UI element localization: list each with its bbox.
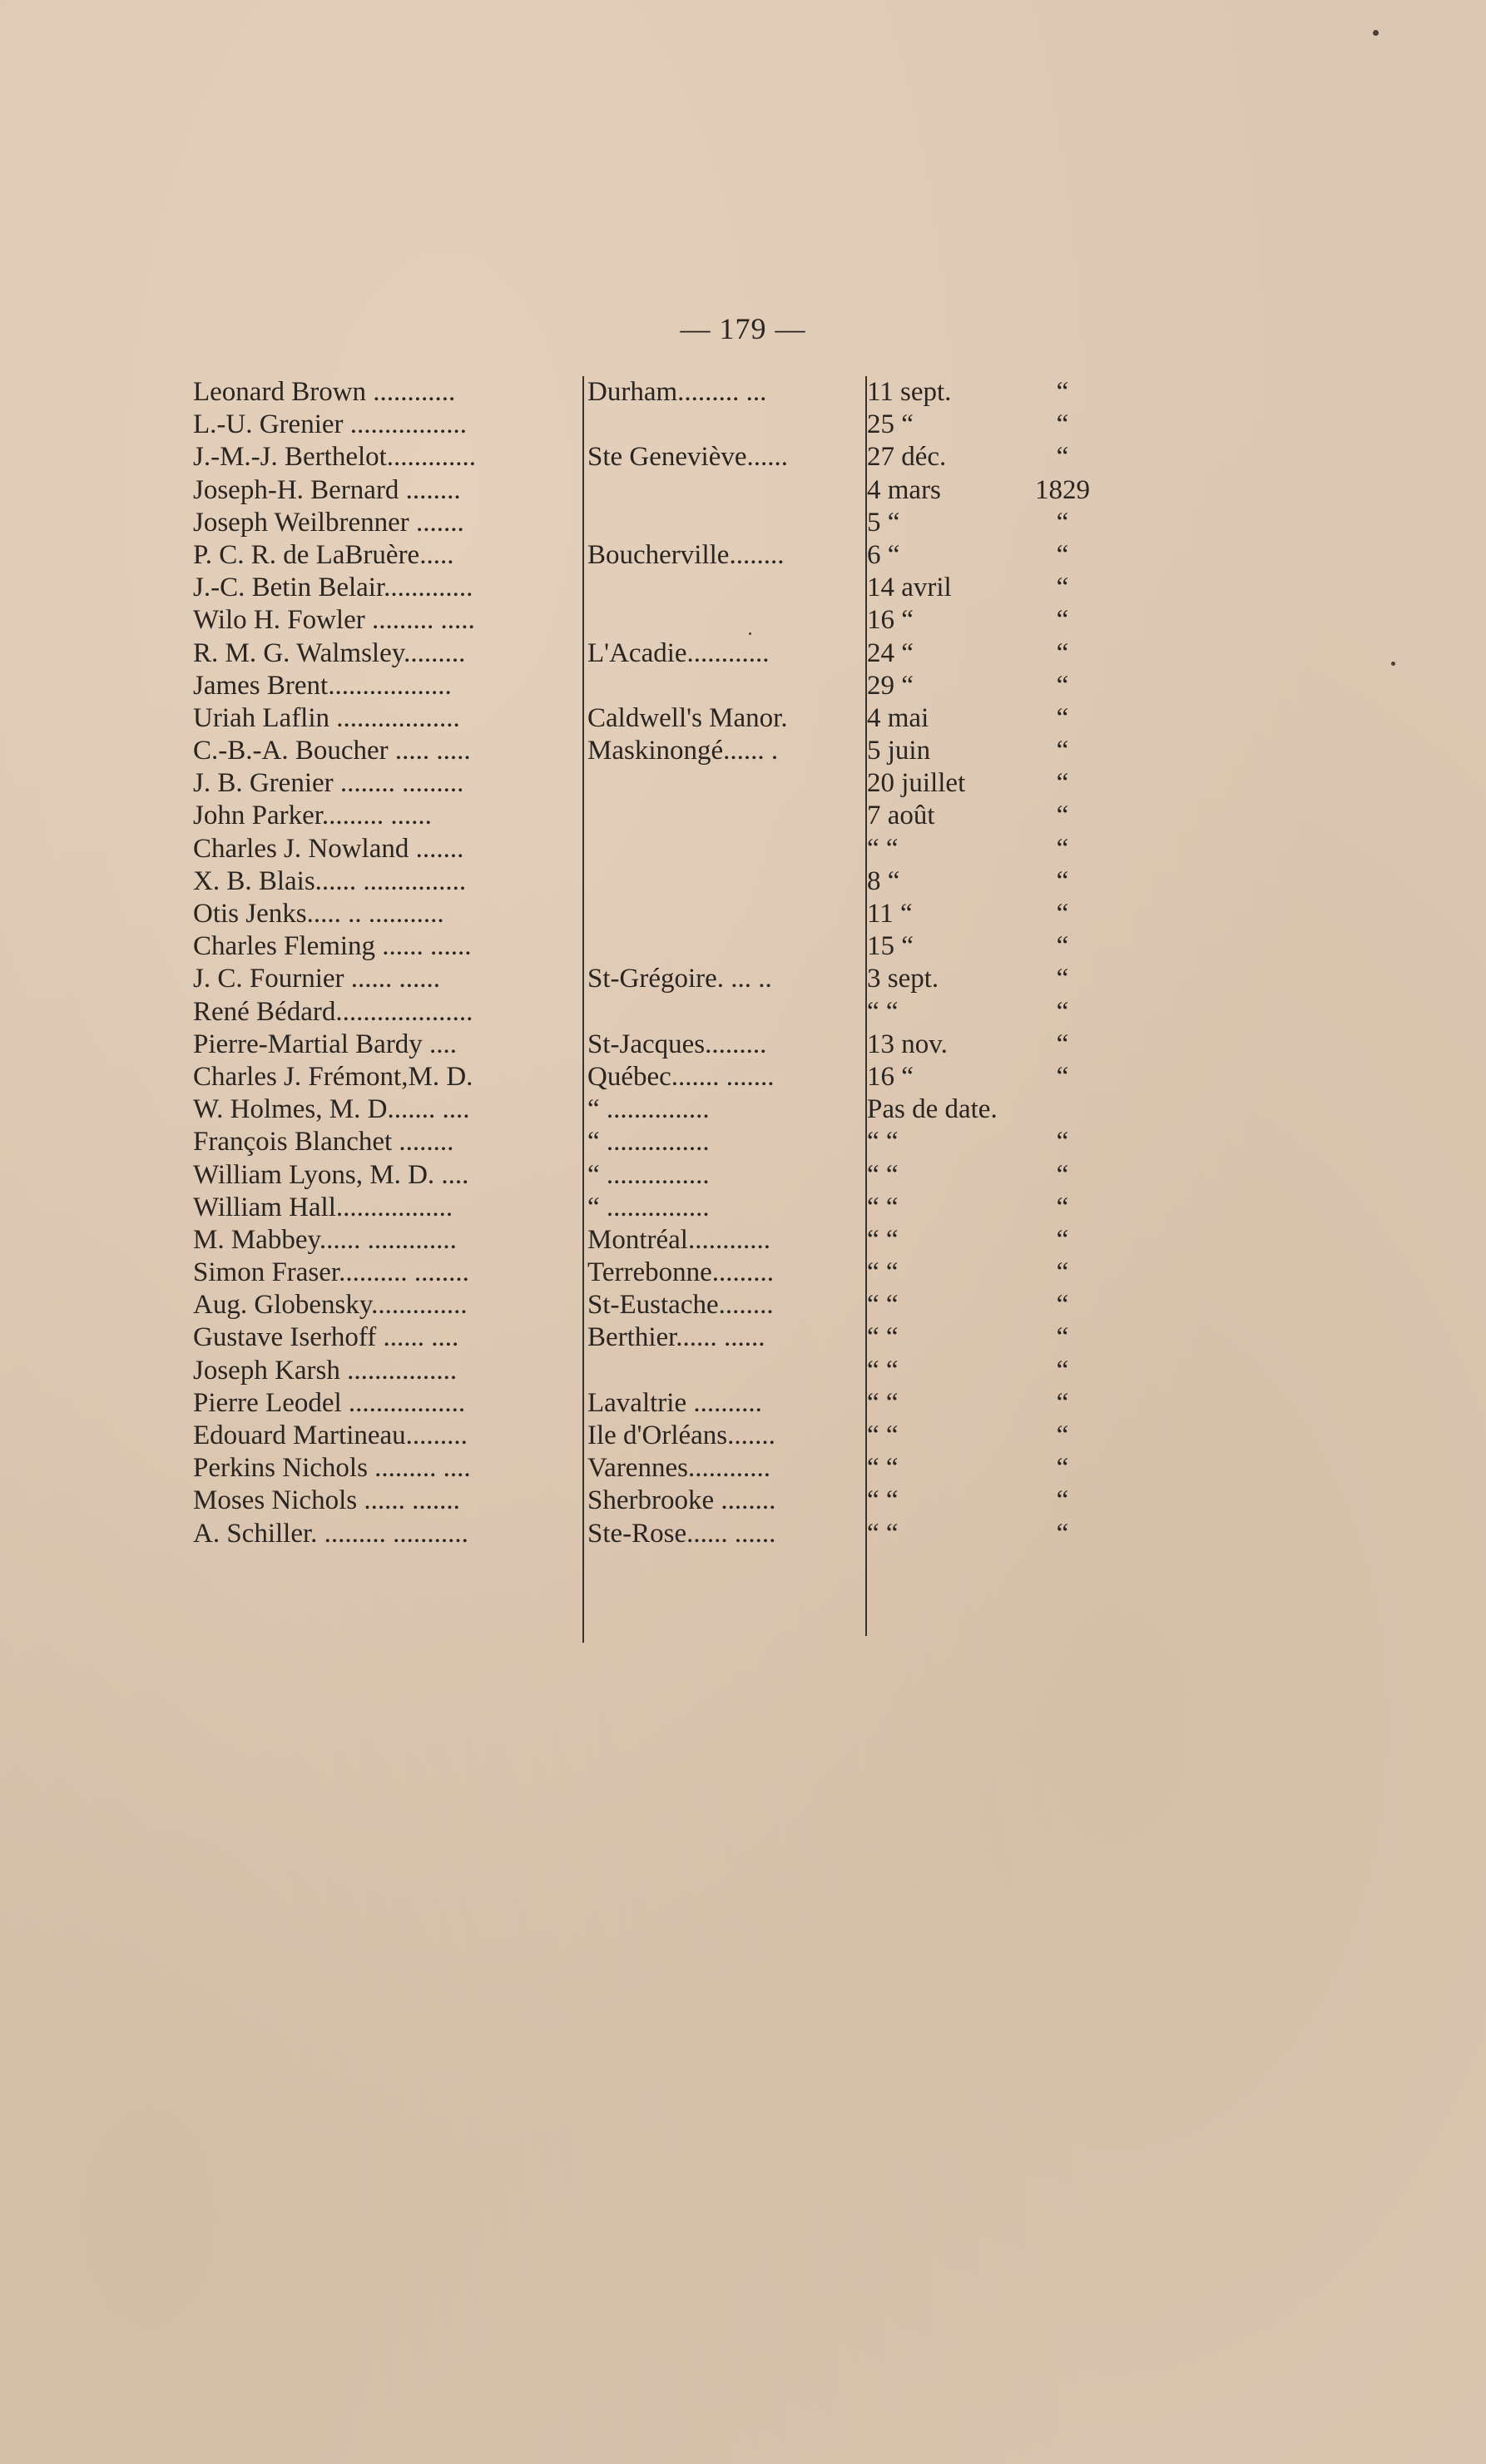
name-cell: J. C. Fournier ...... ...... [193, 964, 440, 994]
table-row [193, 376, 1108, 409]
year-cell: “ [1056, 1518, 1069, 1549]
name-cell: Charles J. Frémont,M. D. [193, 1061, 473, 1092]
date-cell: “ “ [867, 1355, 899, 1386]
table-row [193, 1452, 1108, 1485]
place-cell: St-Grégoire. ... .. [587, 964, 772, 994]
table-row [193, 539, 1108, 572]
paper-speck [749, 632, 751, 635]
place-cell: Varennes............ [587, 1453, 770, 1484]
name-cell: A. Schiller. ......... ........... [193, 1518, 468, 1549]
date-cell: “ “ [867, 1257, 899, 1288]
year-cell: “ [1056, 899, 1069, 929]
name-cell: William Hall................. [193, 1192, 453, 1222]
date-cell: “ “ [867, 1485, 899, 1516]
year-cell: 1829 [1035, 474, 1090, 505]
table-row [193, 702, 1108, 735]
place-cell: Ste-Rose...... ...... [587, 1518, 776, 1549]
table-row [193, 1192, 1108, 1224]
table-row [193, 1159, 1108, 1192]
year-cell: “ [1056, 409, 1069, 440]
date-cell: 4 mai [867, 702, 929, 733]
name-cell: Aug. Globensky.............. [193, 1290, 468, 1321]
name-cell: M. Mabbey...... ............. [193, 1224, 457, 1255]
date-cell: “ “ [867, 1290, 899, 1321]
table-row [193, 441, 1108, 473]
place-cell: Québec....... ....... [587, 1061, 775, 1092]
name-cell: R. M. G. Walmsley......... [193, 637, 466, 668]
year-cell: “ [1056, 539, 1069, 570]
table-row [193, 767, 1108, 800]
table-row [193, 474, 1108, 507]
name-cell: J.-M.-J. Berthelot............. [193, 442, 477, 473]
year-cell: “ [1056, 931, 1069, 962]
table-row [193, 996, 1108, 1029]
table-row [193, 898, 1108, 930]
year-cell: “ [1056, 605, 1069, 636]
table-row [193, 670, 1108, 702]
name-cell: René Bédard.................... [193, 996, 473, 1027]
name-cell: Charles Fleming ...... ...... [193, 931, 472, 962]
table-row [193, 963, 1108, 995]
year-cell: “ [1056, 1485, 1069, 1516]
name-cell: Edouard Martineau......... [193, 1420, 468, 1450]
table-row [193, 604, 1108, 637]
place-cell: Ste Geneviève...... [587, 442, 789, 473]
name-cell: Leonard Brown ............ [193, 377, 456, 407]
name-cell: P. C. R. de LaBruère..... [193, 539, 454, 570]
date-cell: 27 déc. [867, 442, 947, 473]
date-cell: 5 “ [867, 507, 900, 538]
date-cell: 14 avril [867, 573, 952, 603]
date-cell: 11 sept. [867, 377, 952, 407]
name-cell: Pierre Leodel ................. [193, 1387, 466, 1418]
table-row [193, 833, 1108, 865]
table-row [193, 1224, 1108, 1257]
name-cell: J. B. Grenier ........ ......... [193, 768, 464, 799]
date-cell: “ “ [867, 1127, 899, 1158]
place-cell: Durham......... ... [587, 377, 767, 407]
name-cell: Otis Jenks..... .. ........... [193, 899, 444, 929]
table-row [193, 800, 1108, 832]
name-cell: Joseph Weilbrenner ....... [193, 507, 464, 538]
name-cell: Pierre-Martial Bardy .... [193, 1029, 458, 1059]
year-cell: “ [1056, 1061, 1069, 1092]
table-row [193, 735, 1108, 767]
place-cell: Boucherville........ [587, 539, 785, 570]
date-cell: 16 “ [867, 605, 914, 636]
table-row [193, 1289, 1108, 1321]
name-cell: Perkins Nichols ......... .... [193, 1453, 471, 1484]
place-cell: Caldwell's Manor. [587, 702, 788, 733]
name-cell: Moses Nichols ...... ....... [193, 1485, 460, 1516]
date-cell: 5 juin [867, 736, 931, 766]
date-cell: “ “ [867, 1322, 899, 1353]
date-cell: 20 juillet [867, 768, 966, 799]
table-row [193, 1387, 1108, 1420]
table-row [193, 1485, 1108, 1517]
place-cell: “ ............... [587, 1127, 710, 1158]
name-cell: J.-C. Betin Belair............. [193, 573, 473, 603]
name-cell: X. B. Blais...... ............... [193, 865, 467, 896]
place-cell: Sherbrooke ........ [587, 1485, 776, 1516]
date-cell: “ “ [867, 1518, 899, 1549]
place-cell: St-Jacques......... [587, 1029, 767, 1059]
name-cell: C.-B.-A. Boucher ..... ..... [193, 736, 471, 766]
year-cell: “ [1056, 1453, 1069, 1484]
table-row [193, 507, 1108, 539]
year-cell: “ [1056, 996, 1069, 1027]
register-table [193, 376, 1108, 1550]
table-row [193, 1518, 1108, 1550]
table-row [193, 637, 1108, 670]
table-row [193, 1420, 1108, 1452]
year-cell: “ [1056, 1420, 1069, 1450]
date-cell: 25 “ [867, 409, 914, 440]
year-cell: “ [1056, 1387, 1069, 1418]
date-cell: 16 “ [867, 1061, 914, 1092]
date-cell: 3 sept. [867, 964, 939, 994]
place-cell: Berthier...... ...... [587, 1322, 765, 1353]
paper-speck [1373, 30, 1379, 36]
year-cell: “ [1056, 377, 1069, 407]
year-cell: “ [1056, 964, 1069, 994]
date-cell: 11 “ [867, 899, 913, 929]
date-cell: 8 “ [867, 865, 900, 896]
name-cell: Uriah Laflin .................. [193, 702, 460, 733]
place-cell: L'Acadie............ [587, 637, 770, 668]
year-cell: “ [1056, 637, 1069, 668]
table-row [193, 930, 1108, 963]
place-cell: St-Eustache........ [587, 1290, 774, 1321]
year-cell: “ [1056, 1355, 1069, 1386]
table-row [193, 1321, 1108, 1354]
year-cell: “ [1056, 768, 1069, 799]
table-row [193, 409, 1108, 441]
name-cell: Simon Fraser.......... ........ [193, 1257, 469, 1288]
date-cell: 6 “ [867, 539, 900, 570]
date-cell: “ “ [867, 1420, 899, 1450]
year-cell: “ [1056, 1159, 1069, 1190]
name-cell: Wilo H. Fowler ......... ..... [193, 605, 475, 636]
name-cell: Charles J. Nowland ....... [193, 833, 464, 864]
year-cell: “ [1056, 865, 1069, 896]
year-cell: “ [1056, 1290, 1069, 1321]
date-cell: “ “ [867, 1453, 899, 1484]
year-cell: “ [1056, 1029, 1069, 1059]
place-cell: “ ............... [587, 1094, 710, 1125]
table-row [193, 572, 1108, 604]
name-cell: L.-U. Grenier ................. [193, 409, 468, 440]
name-cell: François Blanchet ........ [193, 1127, 454, 1158]
table-row [193, 1093, 1108, 1126]
name-cell: Joseph Karsh ................ [193, 1355, 458, 1386]
date-cell: Pas de date. [867, 1094, 998, 1125]
name-cell: William Lyons, M. D. .... [193, 1159, 469, 1190]
year-cell: “ [1056, 1322, 1069, 1353]
year-cell: “ [1056, 507, 1069, 538]
date-cell: “ “ [867, 833, 899, 864]
date-cell: 29 “ [867, 670, 914, 701]
table-row [193, 1126, 1108, 1158]
date-cell: 24 “ [867, 637, 914, 668]
date-cell: 15 “ [867, 931, 914, 962]
date-cell: “ “ [867, 996, 899, 1027]
table-row [193, 1257, 1108, 1289]
date-cell: “ “ [867, 1192, 899, 1222]
place-cell: “ ............... [587, 1159, 710, 1190]
date-cell: “ “ [867, 1387, 899, 1418]
table-row [193, 1355, 1108, 1387]
name-cell: John Parker......... ...... [193, 801, 432, 831]
date-cell: “ “ [867, 1224, 899, 1255]
table-row [193, 1061, 1108, 1093]
date-cell: 7 août [867, 801, 935, 831]
date-cell: 4 mars [867, 474, 941, 505]
year-cell: “ [1056, 801, 1069, 831]
year-cell: “ [1056, 442, 1069, 473]
year-cell: “ [1056, 1127, 1069, 1158]
date-cell: 13 nov. [867, 1029, 948, 1059]
year-cell: “ [1056, 670, 1069, 701]
place-cell: Ile d'Orléans....... [587, 1420, 775, 1450]
table-row [193, 1029, 1108, 1061]
year-cell: “ [1056, 833, 1069, 864]
table-row [193, 865, 1108, 898]
year-cell: “ [1056, 573, 1069, 603]
date-cell: “ “ [867, 1159, 899, 1190]
year-cell: “ [1056, 702, 1069, 733]
year-cell: “ [1056, 736, 1069, 766]
name-cell: W. Holmes, M. D....... .... [193, 1094, 470, 1125]
paper-speck [1391, 662, 1395, 666]
name-cell: James Brent.................. [193, 670, 452, 701]
place-cell: Montréal............ [587, 1224, 770, 1255]
place-cell: “ ............... [587, 1192, 710, 1222]
year-cell: “ [1056, 1224, 1069, 1255]
name-cell: Joseph-H. Bernard ........ [193, 474, 461, 505]
year-cell: “ [1056, 1192, 1069, 1222]
name-cell: Gustave Iserhoff ...... .... [193, 1322, 459, 1353]
page-number: — 179 — [680, 312, 806, 345]
year-cell: “ [1056, 1257, 1069, 1288]
place-cell: Maskinongé...... . [587, 736, 779, 766]
place-cell: Lavaltrie .......... [587, 1387, 762, 1418]
place-cell: Terrebonne......... [587, 1257, 775, 1288]
